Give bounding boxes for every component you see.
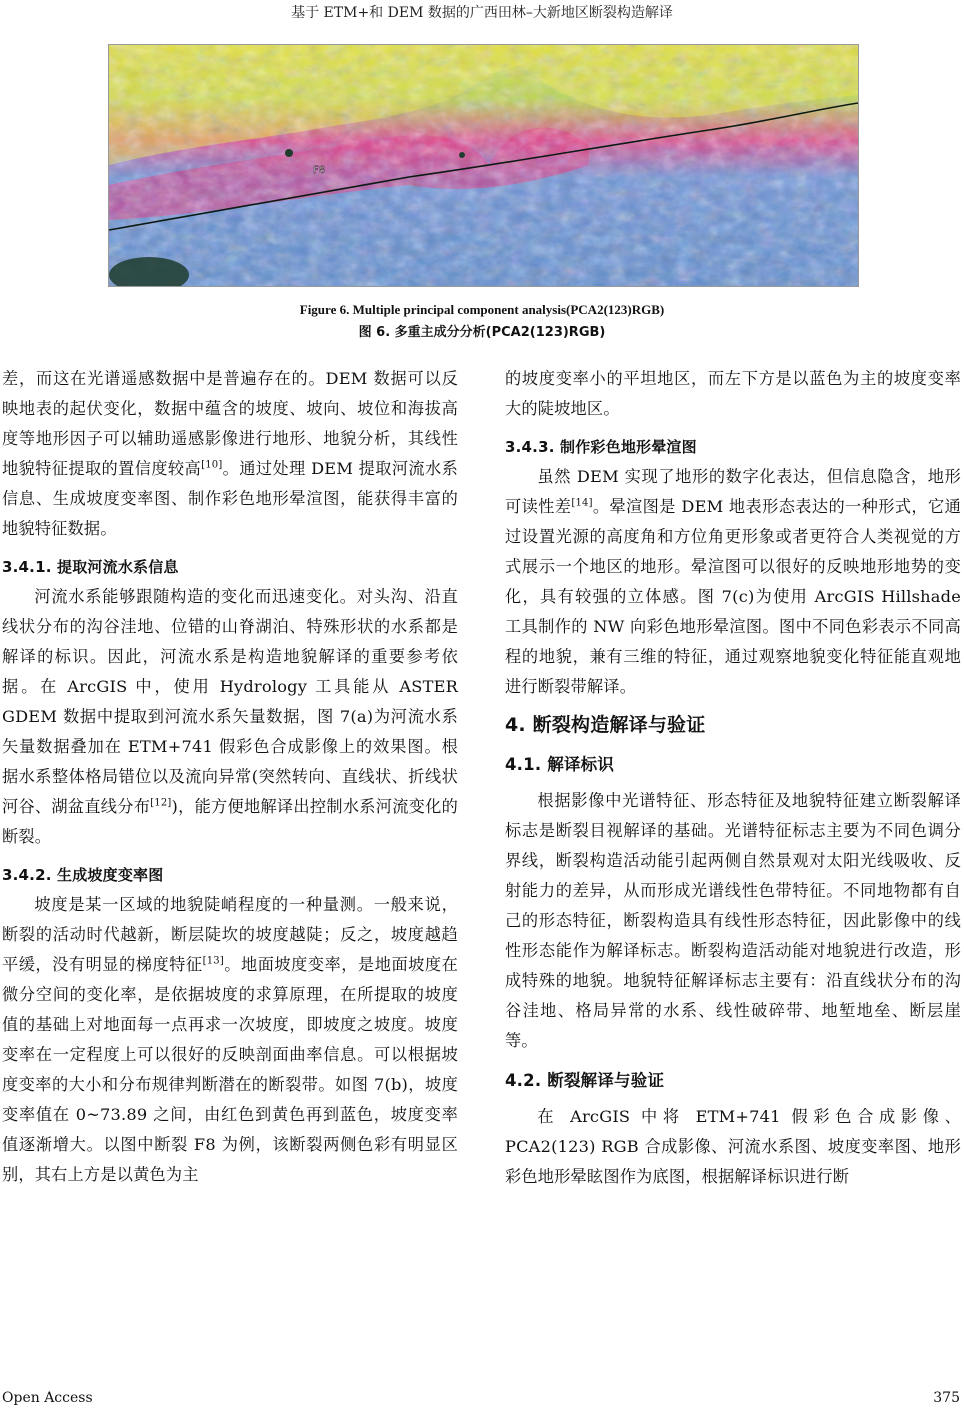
paragraph: 在 ArcGIS 中将 ETM+741 假彩色合成影像、PCA2(123) RGB 合成影像、河流水系图、坡度变率图、地形彩色地形晕眩图作为底图，根据解译标识进行断: [505, 1107, 961, 1186]
running-header: 基于 ETM+和 DEM 数据的广西田林–大新地区断裂构造解译: [291, 5, 673, 21]
citation-ref[interactable]: [13]: [202, 955, 224, 967]
section-heading-3-4-2: 3.4.2. 生成坡度变率图: [2, 866, 164, 884]
right-column: [505, 364, 961, 1192]
citation-ref[interactable]: [14]: [571, 497, 593, 509]
footer-page-number: 375: [933, 1390, 960, 1406]
section-heading-3-4-1: 3.4.1. 提取河流水系信息: [2, 558, 179, 576]
paragraph: 虽然 DEM 实现了地形的数字化表达，但信息隐含，地形可读性差[14]。晕渲图是 DEM 地表形态表达的一种形式，它通过设置光源的高度角和方位角更形象或者更符合人类视觉的方式展示一个地区的地形。晕渲图可以很好的反映地形地势的变化，具有较强的立体感。图 7(c)为使用 ArcGIS Hillshade 工具制作的 NW 向彩色地形晕渲图。图中不同色彩表示不同高程的地貌，兼有三维的特征，通过观察地貌变化特征能直观地进行断裂带解译。: [505, 467, 961, 696]
footer-journal: Open Access: [2, 1390, 93, 1406]
paragraph: 河流水系能够跟随构造的变化而迅速变化。对头沟、沿直线状分布的沟谷洼地、位错的山脊湖泊、特殊形状的水系都是解译的标识。因此，河流水系是构造地貌解译的重要参考依据。在 ArcGIS 中，使用 Hydrology 工具能从 ASTER GDEM 数据中提取到河流水系矢量数据，图 7(a)为河流水系矢量数据叠加在 ETM+741 假彩色合成影像上的效果图。根据水系整体格局错位以及流向异常(突然转向、直线状、折线状河谷、湖盆直线分布[12])，能方便地解译出控制水系河流变化的断裂。: [2, 587, 458, 846]
paragraph: 根据影像中光谱特征、形态特征及地貌特征建立断裂解译标志是断裂目视解译的基础。光谱特征标志主要为不同色调分界线，断裂构造活动能引起两侧自然景观对太阳光线吸收、反射能力的差异，从而形成光谱线性色带特征。不同地物都有自己的形态特征，断裂构造具有线性形态特征，因此影像中的线性形态能作为解译标志。断裂构造活动能对地貌进行改造，形成特殊的地貌。地貌特征解译标志主要有：沿直线状分布的沟谷洼地、格局异常的水系、线性破碎带、地堑地垒、断层崖等。: [505, 791, 961, 1050]
section-heading-4-1: 4.1. 解译标识: [505, 755, 615, 774]
section-heading-3-4-3: 3.4.3. 制作彩色地形晕渲图: [505, 438, 697, 456]
citation-ref[interactable]: [12]: [150, 797, 172, 809]
svg-text:F8: F8: [313, 165, 326, 176]
section-heading-4-2: 4.2. 断裂解译与验证: [505, 1071, 665, 1090]
left-column: [2, 364, 458, 1190]
figure-caption-english: Figure 6. Multiple principal component analysis(PCA2(123)RGB): [299, 302, 665, 317]
paragraph: 坡度是某一区域的地貌陡峭程度的一种量测。一般来说，断裂的活动时代越新，断层陡坎的坡度越陡；反之，坡度越趋平缓，没有明显的梯度特征[13]。地面坡度变率，是地面坡度在微分空间的变化率，是依据坡度的求算原理，在所提取的坡度值的基础上对地面每一点再求一次坡度，即坡度之坡度。坡度变率在一定程度上可以很好的反映剖面曲率信息。可以根据坡度变率的大小和分布规律判断潜在的断裂带。如图 7(b)，坡度变率值在 0~73.89 之间，由红色到黄色再到蓝色，坡度变率值逐渐增大。以图中断裂 F8 为例，该断裂两侧色彩有明显区别，其右上方是以黄色为主: [2, 895, 458, 1184]
figure-pca-image: [108, 44, 859, 287]
figure-caption-chinese: 图 6. 多重主成分分析(PCA2(123)RGB): [358, 325, 606, 340]
paragraph: 的坡度变率小的平坦地区，而左下方是以蓝色为主的坡度变率大的陡坡地区。: [505, 369, 961, 418]
paragraph: 差，而这在光谱遥感数据中是普遍存在的。DEM 数据可以反映地表的起伏变化，数据中蕴含的坡度、坡向、坡位和海拔高度等地形因子可以辅助遥感影像进行地形、地貌分析，其线性地貌特征提取的置信度较高[10]。通过处理 DEM 提取河流水系信息、生成坡度变率图、制作彩色地形晕渲图，能获得丰富的地貌特征数据。: [2, 369, 458, 538]
section-heading-4: 4. 断裂构造解译与验证: [505, 714, 706, 736]
citation-ref[interactable]: [10]: [201, 459, 223, 471]
